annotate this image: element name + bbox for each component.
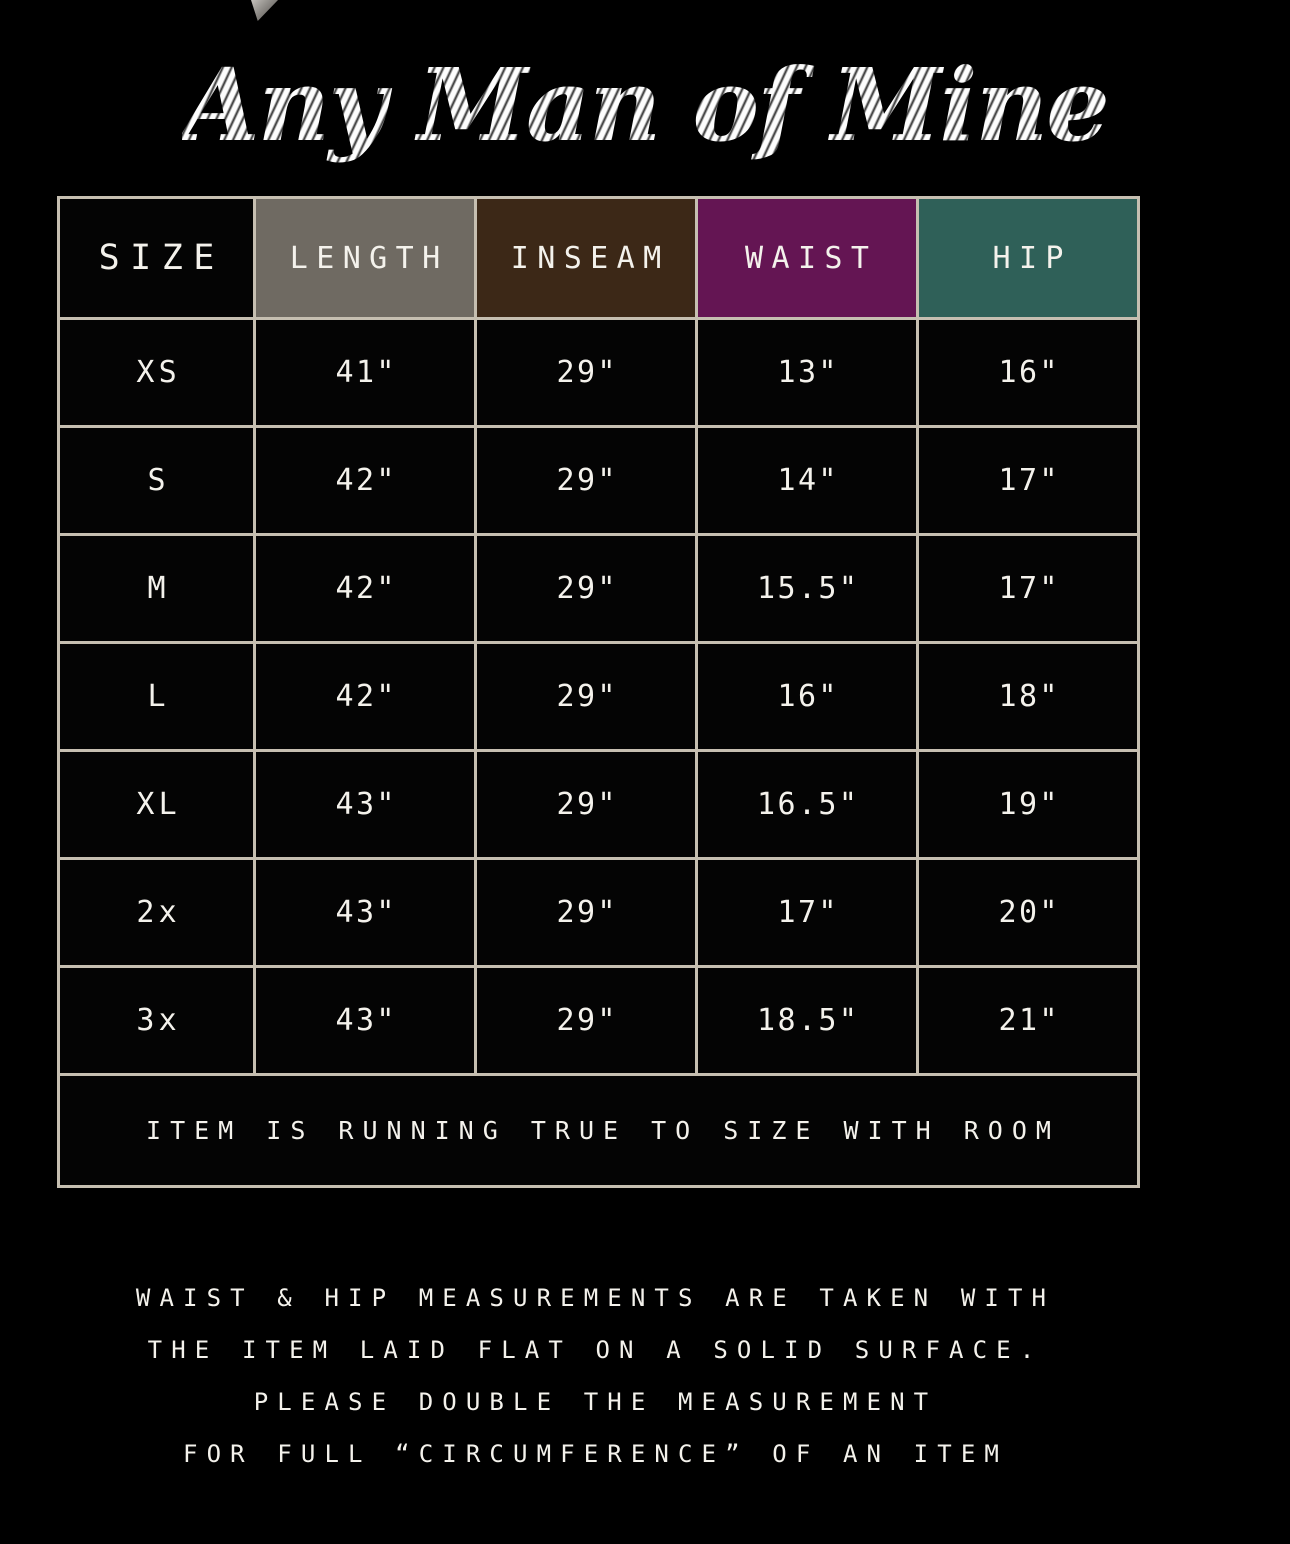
inseam-value: 29"	[477, 428, 695, 533]
waist-value: 18.5"	[698, 968, 916, 1073]
brand-title: Any Man of Mine	[182, 46, 1108, 164]
waist-value: 17"	[698, 860, 916, 965]
column-header-waist: WAIST	[698, 199, 916, 317]
length-value: 42"	[256, 536, 474, 641]
column-header-hip: HIP	[919, 199, 1137, 317]
waist-value: 13"	[698, 320, 916, 425]
measurement-note-line-3: PLEASE DOUBLE THE MEASUREMENT	[253, 1388, 938, 1416]
waist-value: 16"	[698, 644, 916, 749]
hip-value: 20"	[919, 860, 1137, 965]
hip-value: 18"	[919, 644, 1137, 749]
title-banner	[0, 0, 1290, 196]
size-label: 2x	[60, 860, 253, 965]
hip-value: 16"	[919, 320, 1137, 425]
inseam-value: 29"	[477, 320, 695, 425]
size-label: XS	[60, 320, 253, 425]
size-label: M	[60, 536, 253, 641]
measurement-note	[57, 1272, 1134, 1480]
column-header-size: SIZE	[60, 199, 253, 317]
fit-note: ITEM IS RUNNING TRUE TO SIZE WITH ROOM	[60, 1076, 1137, 1185]
length-value: 43"	[256, 968, 474, 1073]
size-label: L	[60, 644, 253, 749]
inseam-value: 29"	[477, 860, 695, 965]
length-value: 41"	[256, 320, 474, 425]
inseam-value: 29"	[477, 968, 695, 1073]
measurement-note-line-4: FOR FULL “CIRCUMFERENCE” OF AN ITEM	[183, 1440, 1008, 1468]
hip-value: 17"	[919, 428, 1137, 533]
waist-value: 15.5"	[698, 536, 916, 641]
size-label: XL	[60, 752, 253, 857]
measurement-note-line-1: WAIST & HIP MEASUREMENTS ARE TAKEN WITH	[135, 1284, 1056, 1312]
size-label: S	[60, 428, 253, 533]
measurement-note-line-2: THE ITEM LAID FLAT ON A SOLID SURFACE.	[147, 1336, 1044, 1364]
size-table	[57, 196, 1140, 1188]
column-header-inseam: INSEAM	[477, 199, 695, 317]
inseam-value: 29"	[477, 644, 695, 749]
length-value: 43"	[256, 860, 474, 965]
waist-value: 14"	[698, 428, 916, 533]
length-value: 42"	[256, 428, 474, 533]
length-value: 42"	[256, 644, 474, 749]
column-header-length: LENGTH	[256, 199, 474, 317]
length-value: 43"	[256, 752, 474, 857]
waist-value: 16.5"	[698, 752, 916, 857]
hip-value: 19"	[919, 752, 1137, 857]
inseam-value: 29"	[477, 536, 695, 641]
hip-value: 17"	[919, 536, 1137, 641]
size-label: 3x	[60, 968, 253, 1073]
inseam-value: 29"	[477, 752, 695, 857]
hip-value: 21"	[919, 968, 1137, 1073]
